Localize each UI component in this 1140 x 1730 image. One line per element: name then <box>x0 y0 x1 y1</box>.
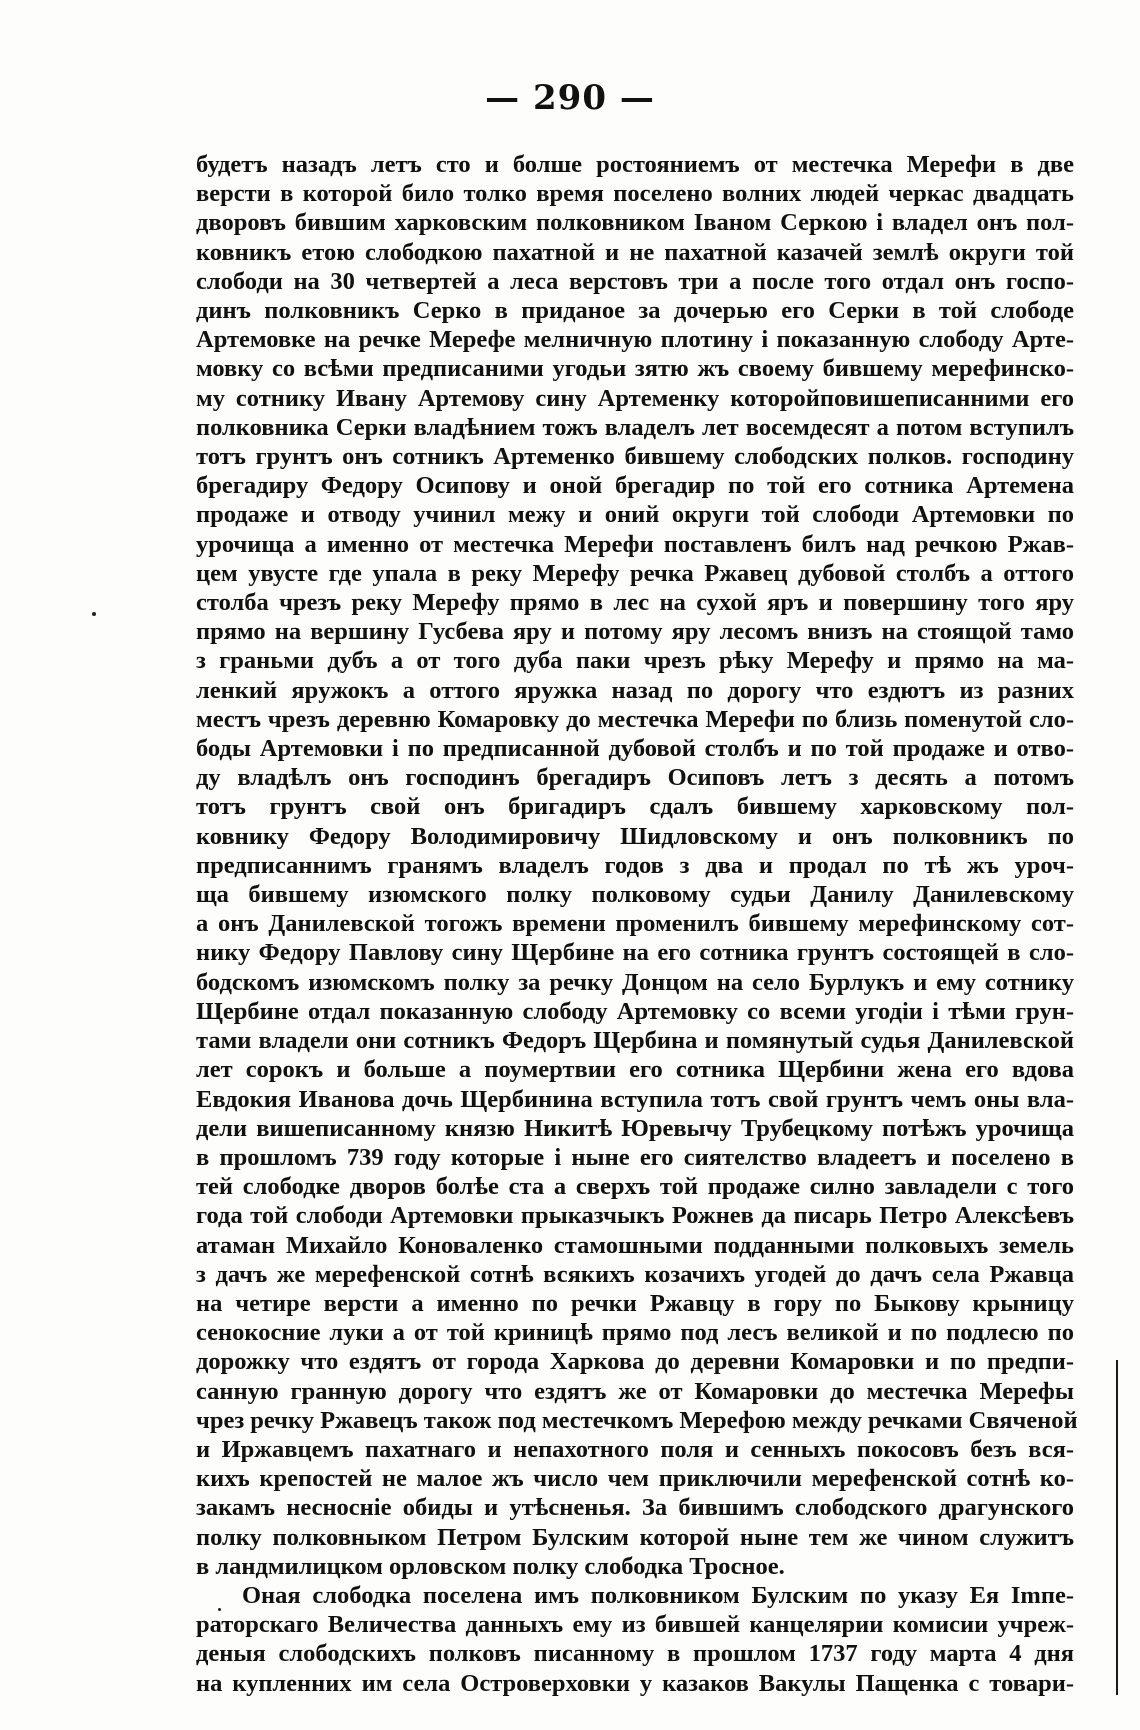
text-line: дворовъ бившим харковским полковником Іваном Серкою і владел онъ пол- <box>196 209 1074 237</box>
text-line: Артемовке на речке Мерефе мелничную плотину і показанную слободу Арте- <box>196 326 1074 354</box>
text-line: раторскаго Величества данныхъ ему из бившей канцелярии комисии учреж- <box>196 1611 1074 1639</box>
text-line: предписаннимъ гранямъ владелъ годов з два и продал по тѣ жъ уроч- <box>196 851 1074 879</box>
text-line: ща бившему изюмского полку полковому судьи Данилу Данилевскому <box>196 881 1074 909</box>
text-line: динъ полковникъ Серко в приданое за дочерью его Серки в той слободе <box>196 297 1074 325</box>
paragraph-2 <box>196 1581 1074 1698</box>
text-line: версти в которой било толко время поселено волних людей черкас двадцать <box>196 180 1074 208</box>
text-line: лет сорокъ и больше а поумертвии его сотника Щербини жена его вдова <box>196 1056 1074 1084</box>
text-line: на четире версти а именно по речки Ржавцу в гору по Быкову крыницу <box>196 1289 1074 1317</box>
text-line: ковнику Федору Володимировичу Шидловскому и онъ полковникъ по <box>196 822 1074 850</box>
text-line: цем увусте где упала в реку Мерефу речка Ржавец дубовой столбъ а оттого <box>196 559 1074 587</box>
text-line: тотъ грунтъ свой онъ бригадиръ сдалъ бившему харковскому пол- <box>196 793 1074 821</box>
text-line: брегадиру Федору Осипову и оной брегадир по той его сотника Артемена <box>196 472 1074 500</box>
text-line: Щербине отдал показанную слободу Артемовку со всеми угодіи і тѣми грун- <box>196 997 1074 1025</box>
text-line: чрез речку Ржавецъ також под местечкомъ Мерефою между речками Свяченой <box>196 1406 1078 1434</box>
text-line: Оная слободка поселена имъ полковником Булским по указу Ея Іmпе- <box>242 1581 1074 1609</box>
text-line: на купленних им села Островерховки у казаков Вакулы Пащенка с товари- <box>196 1669 1074 1697</box>
text-line: столба чрезъ реку Мерефу прямо в лес на сухой яръ и повершину того яру <box>196 589 1074 617</box>
text-line: Евдокия Иванова дочь Щербинина вступила тотъ свой грунтъ чемъ оны вла- <box>196 1085 1074 1113</box>
text-line: атаман Михайло Коноваленко стамошными подданными полковыхъ земель <box>196 1231 1074 1259</box>
text-line: ленкий ярyжокъ а оттого ярyжка назад по дорогу что ездютъ из разних <box>196 676 1074 704</box>
text-line: дели вишеписанному князю Никитѣ Юревычу Трубецкому потѣжъ урочища <box>196 1114 1074 1142</box>
text-line: года той слободи Артемовки прыказчыкъ Рожнев да писарь Петро Алексѣевъ <box>196 1202 1074 1230</box>
text-line: ковникъ етою слободкою пахатной и не пахатной казачей землѣ округи той <box>196 238 1074 266</box>
text-line: прямо на вершину Гусбева яру и потому яру лесомъ внизъ на стоящой тамо <box>196 618 1074 646</box>
text-line: бодскомъ изюмскомъ полку за речку Донцом на село Бурлукъ и ему сотнику <box>196 968 1074 996</box>
text-line: полковника Серки владѣнием тожъ владелъ лет восемдесят а потом вступилъ <box>196 413 1074 441</box>
scan-speck <box>218 1608 221 1611</box>
text-line: местъ чрезъ деревню Комаровку до местечка Мерефи по близь поменутой сло- <box>196 705 1074 733</box>
text-line: деныя слободскихъ полковъ писанному в прошлом 1737 году марта 4 дня <box>196 1640 1074 1668</box>
text-line: з дачъ же мерефенской сотнѣ всякихъ козачихъ угодей до дачъ села Ржавца <box>196 1260 1074 1288</box>
text-line: урочища а именно от местечка Мерефи поставленъ билъ над речкою Ржав- <box>196 530 1074 558</box>
text-line: закамъ несносніе обиды и утѣсненья. За бившимъ слободского драгунского <box>196 1494 1074 1522</box>
text-line: дорожку что ездятъ от города Харкова до деревни Комаровки и по предпи- <box>196 1348 1074 1376</box>
text-line: тотъ грунтъ онъ сотникъ Артеменко бившему слободских полков. господину <box>196 443 1074 471</box>
text-line: тами владели они сотникъ Федоръ Щербина и помянутый судья Данилевской <box>196 1027 1074 1055</box>
text-line: а онъ Данилевской тогожъ времени променилъ бившему мерефинскому сот- <box>196 910 1074 938</box>
text-line: продаже и отводу учинил межу и оний округи той слободи Артемовки по <box>196 501 1074 529</box>
paragraph-1 <box>196 150 1078 1581</box>
text-line: слободи на 30 четвертей а леса верстовъ три а после того отдал онъ госпо- <box>196 267 1074 295</box>
text-line: му сотнику Ивану Артемову сину Артеменку которойповишеписанними его <box>196 384 1074 412</box>
text-line: полку полковныком Петром Булским которой ныне тем же чином служитъ <box>196 1523 1074 1551</box>
text-line: в прошломъ 739 году которые і ныне его сиятелство владеетъ и поселено в <box>196 1143 1074 1171</box>
text-line: сенокосние луки а от той криницѣ прямо под лесъ великой и по подлесю по <box>196 1319 1074 1347</box>
text-line: будетъ назадъ летъ сто и болше ростояниемъ от местечка Мерефи в две <box>196 151 1074 178</box>
text-line: з граньми дубъ а от того дуба паки чрезъ рѣку Мерефу и прямо на ма- <box>196 647 1074 675</box>
text-line: мовку со всѣми предписаними угодьи зятю жъ своему бившему мерефинско- <box>196 355 1074 383</box>
text-line: ду владѣлъ онъ господинъ брегадиръ Осиповъ летъ з десять а потомъ <box>196 764 1074 792</box>
text-line: и Иржавцемъ пахатнаго и непахотного поля и сенныхъ покосовъ безъ вся- <box>196 1435 1074 1463</box>
text-line: санную гранную дорогу что ездятъ же от Комаровки до местечка Мерефы <box>196 1377 1074 1405</box>
text-line: боды Артемовки і по предписанной дубовой столбъ и по той продаже и отво- <box>196 735 1074 763</box>
text-line: тей слободке дворов болѣе ста а сверхъ той продаже силно завладели с того <box>196 1173 1074 1201</box>
text-line: нику Федору Павлову сину Щербине на его сотника грунтъ состоящей в сло- <box>196 939 1074 967</box>
text-line: кихъ крепостей не малое жъ число чем приключили мерефенской сотнѣ ко- <box>196 1465 1074 1493</box>
margin-rule <box>1116 1360 1118 1695</box>
page-number: — 290 — <box>485 78 655 118</box>
text-line: в ландмилицком орловском полку слободка Тросное. <box>196 1552 785 1580</box>
body-text <box>196 150 1078 1698</box>
scan-speck <box>92 612 96 616</box>
